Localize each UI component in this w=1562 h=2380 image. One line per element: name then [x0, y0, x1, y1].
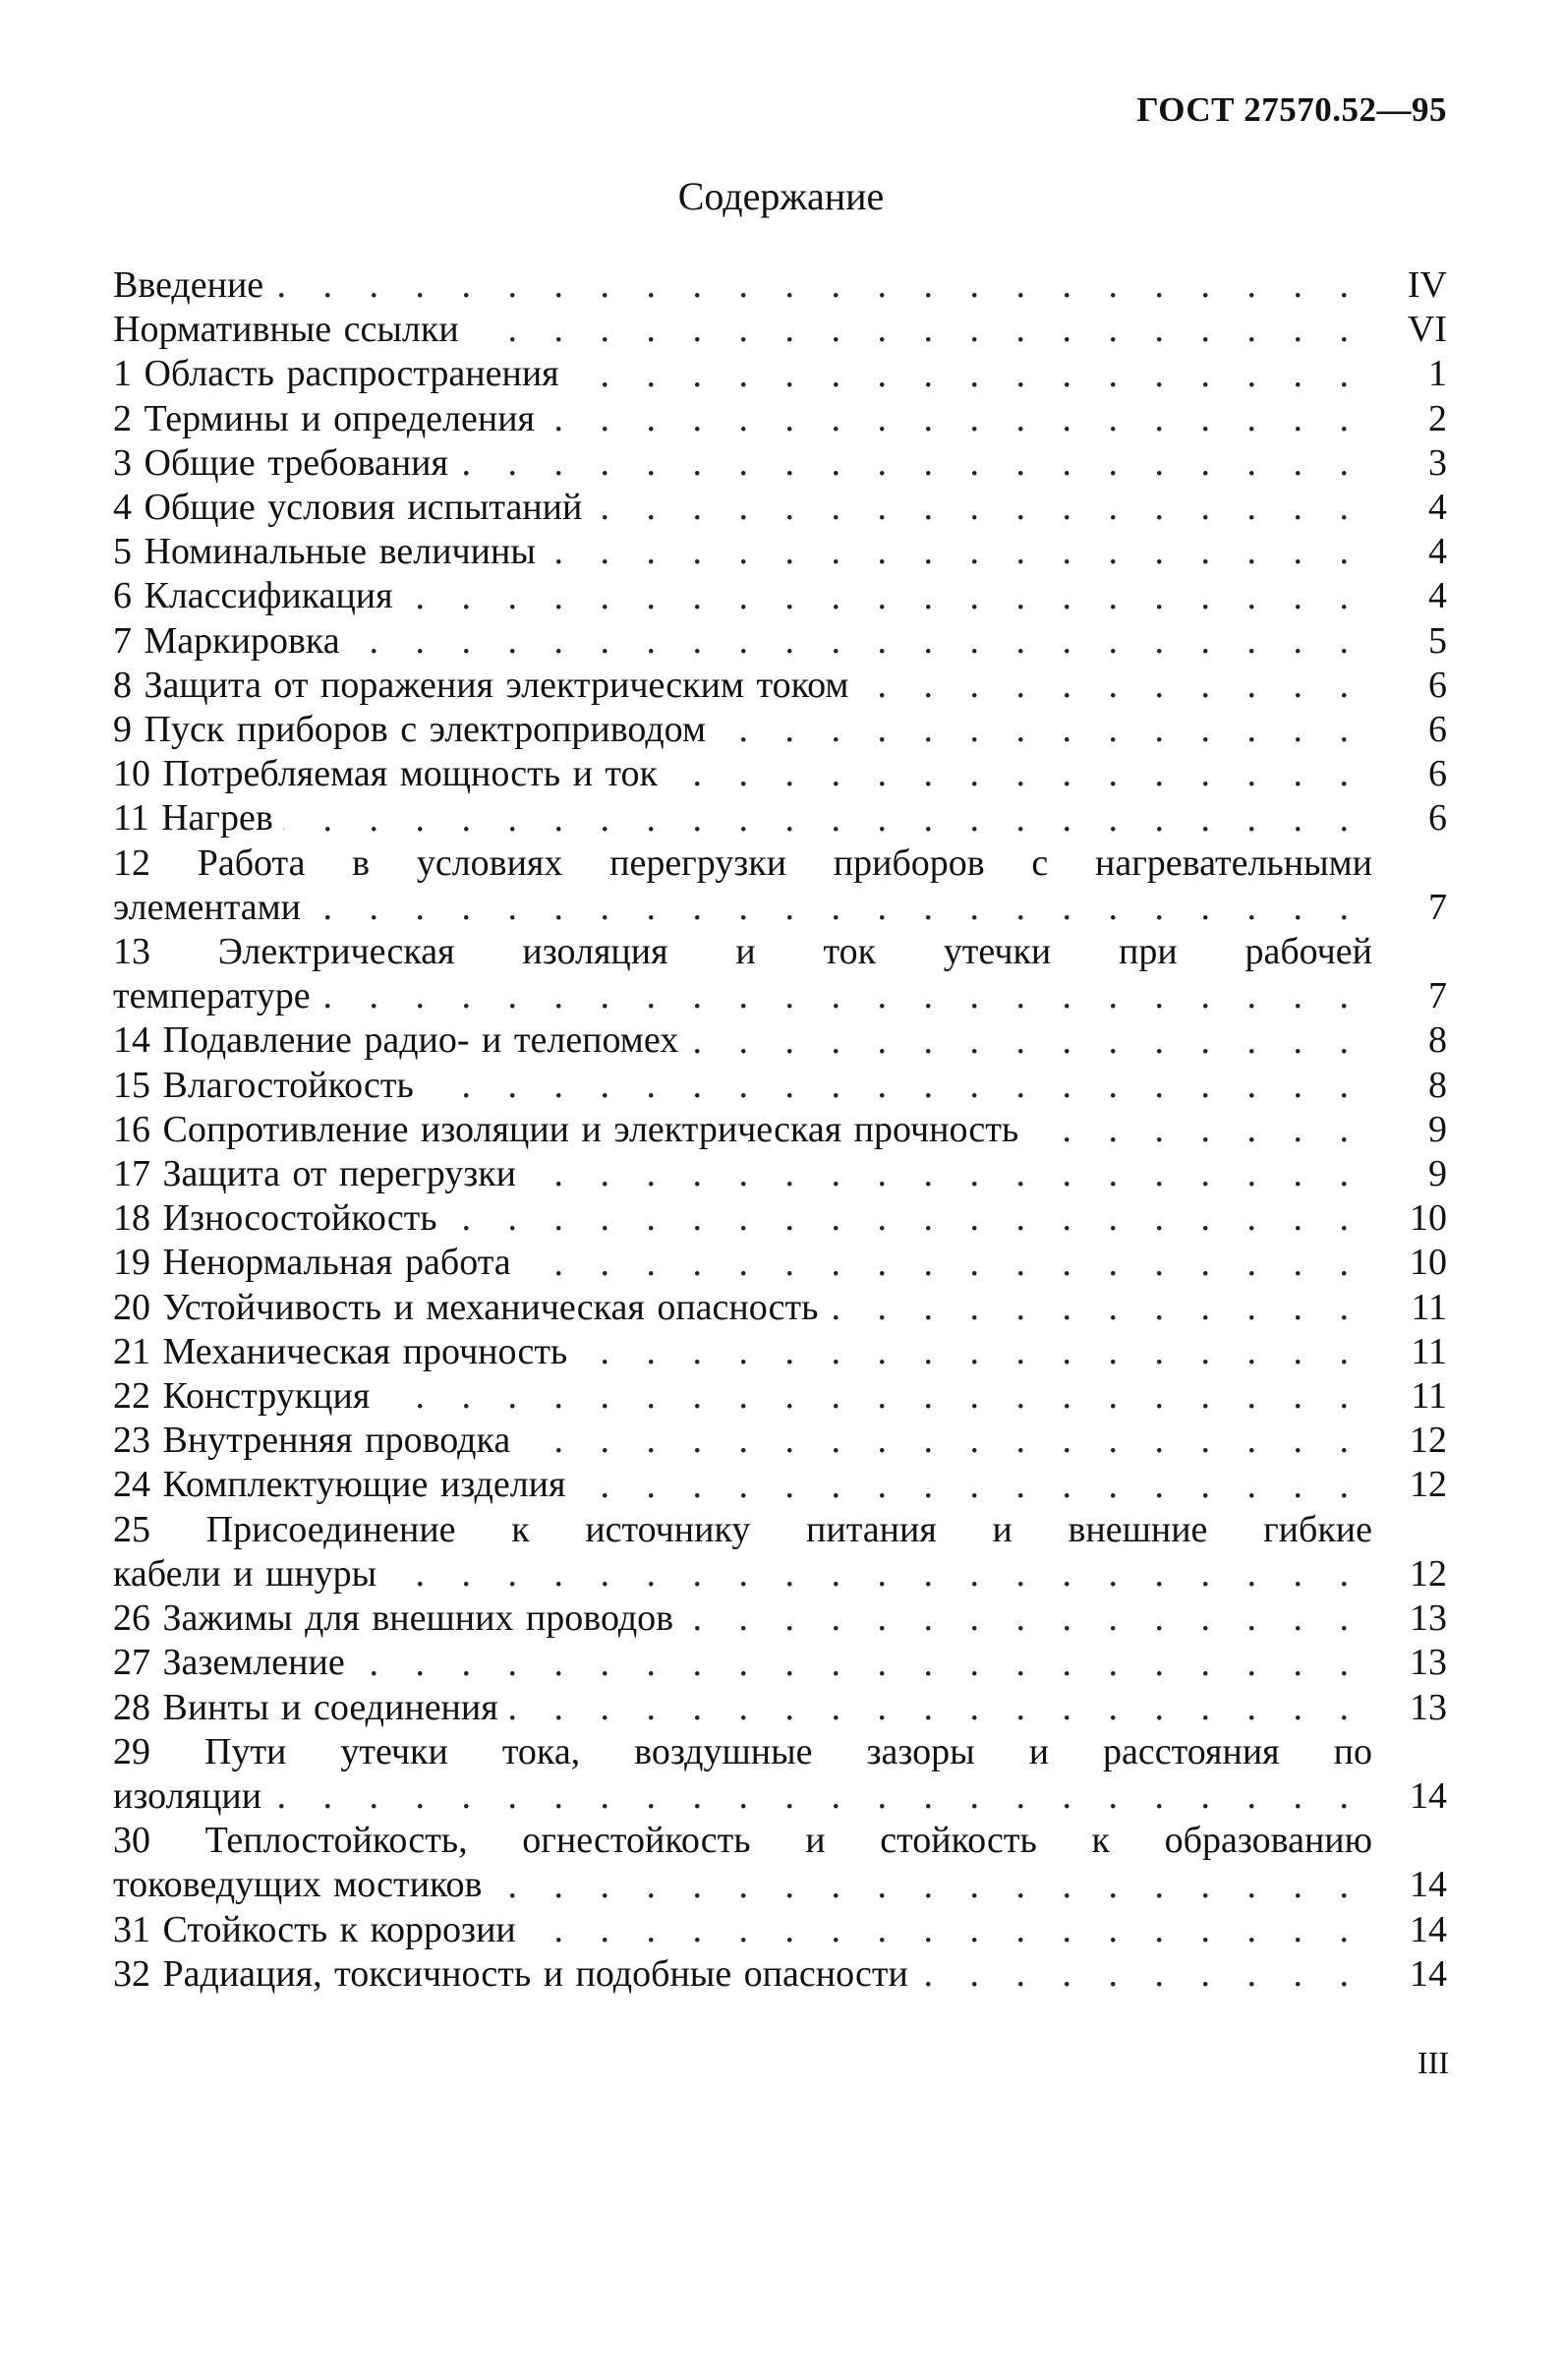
toc-entry-label: 7 Маркировка — [113, 619, 340, 662]
toc-entry-label: Введение — [113, 264, 264, 306]
toc-entry-label: 6 Классификация — [113, 575, 393, 617]
toc-entry[interactable] — [113, 352, 1447, 396]
toc-entry-page: 10 — [1410, 1197, 1447, 1240]
toc-entry[interactable] — [113, 842, 1447, 930]
toc-entry-label: 13 Электрическая изоляция и ток утечки при рабочей — [113, 931, 1372, 973]
toc-entry-page: 13 — [1410, 1597, 1447, 1640]
toc-entry-label: 4 Общие условия испытаний — [113, 487, 583, 529]
toc-entry-label: 10 Потребляемая мощность и ток — [113, 753, 659, 795]
toc-entry-page: 6 — [1428, 709, 1447, 751]
toc-entry-page: 6 — [1428, 753, 1447, 795]
toc-entry-label: 26 Зажимы для внешних проводов — [113, 1597, 674, 1640]
dot-leader — [320, 974, 1362, 1018]
dot-leader — [918, 1952, 1362, 1997]
toc-entry-page: IV — [1407, 264, 1447, 306]
dot-leader — [546, 530, 1362, 574]
toc-title: Содержание — [677, 174, 885, 218]
toc-entry-label: 23 Внутренняя проводка — [113, 1420, 511, 1462]
dot-leader — [379, 1374, 1362, 1419]
toc-entry-label: 3 Общие требования — [113, 441, 448, 484]
toc-entry-label: 2 Термины и определения — [113, 397, 536, 439]
toc-entry-label: 30 Теплостойкость, огнестойкость и стойкость к образованию — [113, 1820, 1372, 1862]
toc-entry[interactable] — [113, 1952, 1447, 1997]
dot-leader — [311, 886, 1362, 930]
toc-entry-page: 12 — [1410, 1552, 1447, 1595]
toc-entry-page: 11 — [1411, 1330, 1447, 1372]
dot-leader — [355, 1642, 1362, 1686]
toc-entry[interactable] — [113, 486, 1447, 530]
toc-entry[interactable] — [113, 1730, 1447, 1819]
toc-entry-label: 25 Присоединение к источнику питания и внешние гибкие — [113, 1508, 1372, 1550]
toc-entry-label: 24 Комплектующие изделия — [113, 1464, 566, 1506]
dot-leader — [526, 1908, 1362, 1952]
dot-leader — [469, 308, 1362, 352]
toc-entry-page: 14 — [1410, 1864, 1447, 1906]
toc-entry-page: 1 — [1428, 353, 1447, 395]
dot-leader — [858, 664, 1362, 708]
dot-leader — [403, 575, 1362, 619]
dot-leader — [577, 1330, 1362, 1374]
toc-entry[interactable] — [113, 1108, 1447, 1152]
toc-entry-label: 27 Заземление — [113, 1642, 345, 1684]
toc-entry-label-continuation: кабели и шнуры — [113, 1552, 377, 1595]
toc-entry-page: 6 — [1428, 797, 1447, 840]
toc-entry-label: 32 Радиация, токсичность и подобные опасности — [113, 1952, 908, 1995]
toc-entry[interactable] — [113, 1419, 1447, 1463]
dot-leader — [447, 1196, 1362, 1241]
toc-entry[interactable] — [113, 1286, 1447, 1330]
toc-entry[interactable] — [113, 796, 1447, 841]
toc-entry[interactable] — [113, 619, 1447, 664]
dot-leader — [716, 708, 1362, 752]
toc-entry-page: 7 — [1428, 975, 1447, 1017]
toc-entry-label-continuation: изоляции — [113, 1774, 262, 1817]
toc-entry[interactable] — [113, 1819, 1447, 1907]
toc-entry[interactable] — [113, 1686, 1447, 1730]
toc-entry[interactable] — [113, 441, 1447, 486]
page-number: III — [1417, 2045, 1449, 2080]
toc-entry-label: 31 Стойкость к коррозии — [113, 1908, 516, 1950]
dot-leader — [545, 397, 1362, 441]
toc-entry-page: 4 — [1428, 575, 1447, 617]
toc-entry-page: 14 — [1410, 1774, 1447, 1817]
toc-entry-label-continuation: токоведущих мостиков — [113, 1864, 483, 1906]
toc-entry-label-continuation: элементами — [113, 886, 302, 928]
dot-leader — [386, 1552, 1362, 1596]
toc-entry-label: 17 Защита от перегрузки — [113, 1153, 517, 1195]
toc-entry-page: 8 — [1428, 1064, 1447, 1106]
toc-entry-page: 10 — [1410, 1242, 1447, 1284]
toc-entry-label: 12 Работа в условиях перегрузки приборов с нагревательными — [113, 842, 1372, 884]
toc-entry-label: 18 Износостойкость — [113, 1197, 437, 1240]
toc-entry[interactable] — [113, 1196, 1447, 1241]
toc-entry-label-continuation: температуре — [113, 975, 311, 1017]
toc-entry[interactable] — [113, 263, 1447, 308]
toc-entry-page: 11 — [1411, 1286, 1447, 1328]
dot-leader — [458, 441, 1362, 486]
toc-entry-label: 20 Устойчивость и механическая опасность — [113, 1286, 819, 1328]
toc-entry[interactable] — [113, 1463, 1447, 1507]
toc-entry[interactable] — [113, 574, 1447, 618]
toc-entry-page: 5 — [1428, 619, 1447, 662]
toc-entry-label: 11 Нагрев — [113, 797, 273, 840]
document-code: ГОСТ 27570.52—95 — [1136, 90, 1447, 129]
toc-entry-page: 2 — [1428, 397, 1447, 439]
toc-entry-page: 14 — [1410, 1908, 1447, 1950]
dot-leader — [492, 1864, 1362, 1908]
toc-entry[interactable] — [113, 930, 1447, 1018]
dot-leader — [1028, 1108, 1362, 1152]
dot-leader — [683, 1596, 1362, 1641]
toc-entry-label: 5 Номинальные величины — [113, 531, 536, 573]
toc-entry-label: Нормативные ссылки — [113, 309, 459, 351]
toc-entry[interactable] — [113, 397, 1447, 441]
toc-entry-page: 4 — [1428, 531, 1447, 573]
dot-leader — [521, 1242, 1362, 1286]
toc-entry[interactable] — [113, 1241, 1447, 1285]
table-of-contents — [113, 263, 1447, 1997]
toc-entry[interactable] — [113, 664, 1447, 708]
toc-entry[interactable] — [113, 1908, 1447, 1952]
dot-leader — [508, 1686, 1362, 1730]
toc-entry[interactable] — [113, 1064, 1447, 1108]
dot-leader — [829, 1286, 1363, 1330]
dot-leader — [569, 353, 1362, 397]
toc-entry[interactable] — [113, 530, 1447, 574]
toc-entry[interactable] — [113, 1330, 1447, 1374]
toc-entry[interactable] — [113, 1508, 1447, 1596]
toc-entry-label: 28 Винты и соединения — [113, 1686, 498, 1728]
toc-entry-page: 6 — [1428, 664, 1447, 706]
dot-leader — [576, 1464, 1363, 1508]
toc-entry-label: 14 Подавление радио- и телепомех — [113, 1019, 679, 1062]
toc-entry-page: 11 — [1411, 1375, 1447, 1418]
toc-entry-page: 14 — [1410, 1952, 1447, 1995]
toc-entry-label: 22 Конструкция — [113, 1375, 371, 1418]
toc-entry-label: 29 Пути утечки тока, воздушные зазоры и расстояния по — [113, 1730, 1372, 1772]
dot-leader — [273, 263, 1362, 308]
toc-entry-page: 4 — [1428, 487, 1447, 529]
toc-entry-page: 3 — [1428, 441, 1447, 484]
dot-leader — [424, 1064, 1362, 1108]
dot-leader — [350, 619, 1362, 664]
toc-entry[interactable] — [113, 1596, 1447, 1641]
dot-leader — [667, 752, 1362, 796]
dot-leader — [520, 1419, 1362, 1463]
toc-entry-label: 21 Механическая прочность — [113, 1330, 568, 1372]
dot-leader — [526, 1152, 1362, 1196]
toc-entry-page: 13 — [1410, 1686, 1447, 1728]
toc-entry-page: 9 — [1428, 1153, 1447, 1195]
toc-entry-page: 8 — [1428, 1019, 1447, 1062]
toc-entry[interactable] — [113, 1018, 1447, 1063]
toc-entry-label: 15 Влагостойкость — [113, 1064, 414, 1106]
toc-entry-page: 13 — [1410, 1642, 1447, 1684]
toc-entry[interactable] — [113, 708, 1447, 752]
toc-entry-label: 8 Защита от поражения электрическим током — [113, 664, 849, 706]
toc-entry[interactable] — [113, 1641, 1447, 1685]
toc-entry[interactable] — [113, 1152, 1447, 1196]
toc-entry[interactable] — [113, 308, 1447, 352]
toc-entry-label: 1 Область распространения — [113, 353, 559, 395]
toc-entry-label: 19 Ненормальная работа — [113, 1242, 511, 1284]
toc-entry-page: 12 — [1410, 1464, 1447, 1506]
toc-entry[interactable] — [113, 1374, 1447, 1419]
toc-entry-label: 9 Пуск приборов с электроприводом — [113, 709, 706, 751]
dot-leader — [592, 486, 1362, 530]
dot-leader — [283, 797, 1362, 842]
dot-leader — [271, 1774, 1362, 1819]
toc-entry-page: 9 — [1428, 1108, 1447, 1150]
toc-entry-page: VI — [1407, 309, 1447, 351]
toc-entry-page: 7 — [1428, 886, 1447, 928]
toc-entry-label: 16 Сопротивление изоляции и электрическая прочность — [113, 1108, 1019, 1150]
toc-entry-page: 12 — [1410, 1420, 1447, 1462]
dot-leader — [688, 1019, 1362, 1064]
toc-entry[interactable] — [113, 752, 1447, 796]
